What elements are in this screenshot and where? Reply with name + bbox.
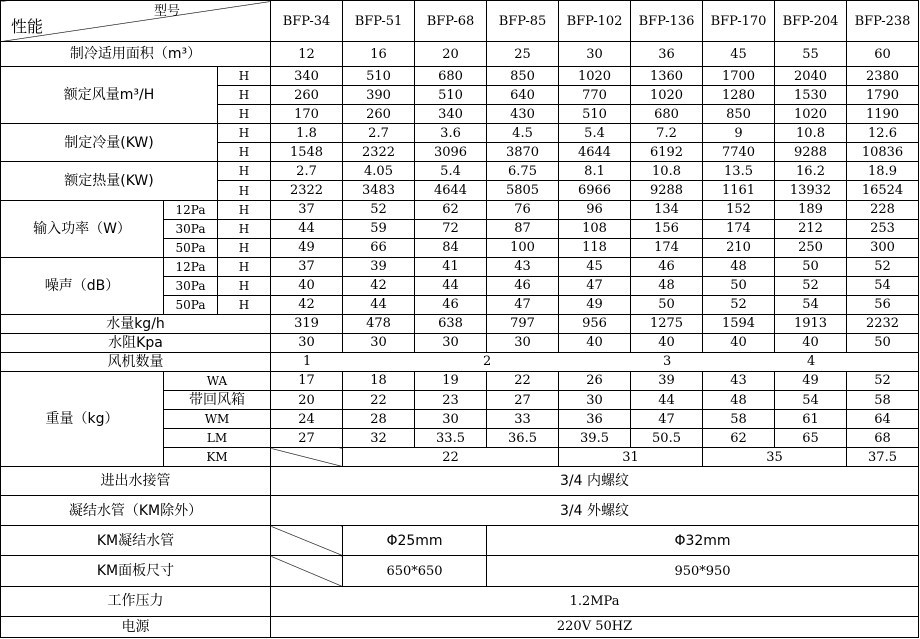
value-cell: 797 <box>487 314 559 333</box>
row-label: KM凝结水管 <box>1 526 271 556</box>
value-cell: 7740 <box>703 143 775 162</box>
value-cell: 1.2MPa <box>271 586 919 616</box>
value-cell: 1280 <box>703 86 775 105</box>
value-cell: 12 <box>271 42 343 67</box>
value-cell: 4 <box>807 353 816 369</box>
speed-cell: H <box>218 67 271 86</box>
value-cell: 1530 <box>775 86 847 105</box>
value-cell: 680 <box>631 105 703 124</box>
row-label: 水阻Kpa <box>1 333 271 352</box>
value-cell: 25 <box>487 42 559 67</box>
value-cell: 152 <box>703 200 775 219</box>
value-cell: 50 <box>631 295 703 314</box>
row-label: 制定冷量(KW) <box>1 124 218 162</box>
value-cell: 250 <box>775 238 847 257</box>
fan-count-cell <box>271 352 919 371</box>
value-cell: 13932 <box>775 181 847 200</box>
value-cell: 54 <box>847 276 919 295</box>
value-cell: 2.7 <box>343 124 415 143</box>
value-cell: 84 <box>415 238 487 257</box>
noise-row <box>1 257 919 276</box>
value-cell: 41 <box>415 257 487 276</box>
value-cell: Φ25mm <box>343 526 487 556</box>
km-panel-row <box>1 556 919 586</box>
value-cell: 956 <box>559 314 631 333</box>
row-label: 重量（kg） <box>1 371 164 466</box>
value-cell: 52 <box>847 257 919 276</box>
pipe-inout-row <box>1 467 919 496</box>
speed-cell: H <box>218 200 271 219</box>
value-cell: 49 <box>271 238 343 257</box>
value-cell: 430 <box>487 105 559 124</box>
empty-diagonal-cell <box>271 526 343 556</box>
value-cell: 23 <box>415 391 487 410</box>
work-pressure-row <box>1 586 919 616</box>
value-cell: 3/4 内螺纹 <box>271 467 919 496</box>
value-cell: 5.4 <box>559 124 631 143</box>
pressure-cell: 30Pa <box>164 219 218 238</box>
value-cell: 40 <box>631 333 703 352</box>
empty-diagonal-cell <box>271 556 343 586</box>
value-cell: 44 <box>343 295 415 314</box>
unit-type-cell: LM <box>164 429 271 448</box>
value-cell: 40 <box>775 333 847 352</box>
value-cell: 52 <box>703 295 775 314</box>
value-cell: 1790 <box>847 86 919 105</box>
speed-cell: H <box>218 219 271 238</box>
value-cell: 770 <box>559 86 631 105</box>
value-cell: 96 <box>559 200 631 219</box>
value-cell: 87 <box>487 219 559 238</box>
input-power-row <box>1 200 919 219</box>
value-cell: 68 <box>847 429 919 448</box>
value-cell: 2322 <box>343 143 415 162</box>
value-cell: 37 <box>271 257 343 276</box>
speed-cell: H <box>218 105 271 124</box>
value-cell: 2232 <box>847 314 919 333</box>
speed-cell: H <box>218 86 271 105</box>
row-label: 工作压力 <box>1 586 271 616</box>
value-cell: 6966 <box>559 181 631 200</box>
value-cell: 49 <box>775 371 847 390</box>
value-cell: 30 <box>271 333 343 352</box>
value-cell: 76 <box>487 200 559 219</box>
value-cell: 37 <box>271 200 343 219</box>
power-supply-row <box>1 616 919 637</box>
heating-capacity-row <box>1 162 919 181</box>
value-cell: 1161 <box>703 181 775 200</box>
row-label: KM面板尺寸 <box>1 556 271 586</box>
value-cell: 390 <box>343 86 415 105</box>
value-cell: 33.5 <box>415 429 487 448</box>
row-label: 额定风量m³/H <box>1 67 218 124</box>
value-cell: 48 <box>703 391 775 410</box>
value-cell: 4.05 <box>343 162 415 181</box>
value-cell: 40 <box>703 333 775 352</box>
value-cell: 638 <box>415 314 487 333</box>
value-cell: 42 <box>271 295 343 314</box>
value-cell: 340 <box>415 105 487 124</box>
value-cell: 174 <box>631 238 703 257</box>
value-cell: 640 <box>487 86 559 105</box>
value-cell: 680 <box>415 67 487 86</box>
value-cell: 9288 <box>631 181 703 200</box>
value-cell: 30 <box>559 42 631 67</box>
value-cell: Φ32mm <box>487 526 919 556</box>
value-cell: 30 <box>343 333 415 352</box>
value-cell: 3483 <box>343 181 415 200</box>
speed-cell: H <box>218 143 271 162</box>
pressure-cell: 12Pa <box>164 200 218 219</box>
value-cell: 650*650 <box>343 556 487 586</box>
value-cell: 2040 <box>775 67 847 86</box>
value-cell: 260 <box>343 105 415 124</box>
value-cell: 510 <box>559 105 631 124</box>
value-cell: 13.5 <box>703 162 775 181</box>
value-cell: 47 <box>487 295 559 314</box>
value-cell: 36 <box>559 410 631 429</box>
value-cell: 18.9 <box>847 162 919 181</box>
value-cell: 72 <box>415 219 487 238</box>
value-cell: 39.5 <box>559 429 631 448</box>
model-header: BFP-68 <box>415 1 487 42</box>
water-flow-row <box>1 314 919 333</box>
value-cell: 50 <box>775 257 847 276</box>
value-cell: 6.75 <box>487 162 559 181</box>
value-cell: 300 <box>847 238 919 257</box>
value-cell: 54 <box>775 391 847 410</box>
value-cell: 1020 <box>631 86 703 105</box>
value-cell: 54 <box>775 295 847 314</box>
value-cell: 45 <box>559 257 631 276</box>
value-cell: 36 <box>631 42 703 67</box>
corner-cell <box>1 1 271 42</box>
value-cell: 58 <box>847 391 919 410</box>
value-cell: 16 <box>343 42 415 67</box>
value-cell: 27 <box>487 391 559 410</box>
value-cell: 40 <box>559 333 631 352</box>
condensate-row <box>1 496 919 526</box>
value-cell: 8.1 <box>559 162 631 181</box>
value-cell: 1913 <box>775 314 847 333</box>
value-cell: 170 <box>271 105 343 124</box>
value-cell: 9288 <box>775 143 847 162</box>
value-cell: 174 <box>703 219 775 238</box>
row-label: 进出水接管 <box>1 467 271 496</box>
water-resistance-row <box>1 333 919 352</box>
value-cell: 30 <box>415 410 487 429</box>
speed-cell: H <box>218 276 271 295</box>
value-cell: 47 <box>631 410 703 429</box>
fan-count-row <box>1 352 919 371</box>
value-cell: 1548 <box>271 143 343 162</box>
unit-type-cell: WM <box>164 410 271 429</box>
value-cell: 48 <box>703 257 775 276</box>
value-cell: 22 <box>487 371 559 390</box>
value-cell: 27 <box>271 429 343 448</box>
airflow-row <box>1 67 919 86</box>
speed-cell: H <box>218 124 271 143</box>
row-label: 制冷适用面积（m³） <box>1 42 271 67</box>
value-cell: 61 <box>775 410 847 429</box>
value-cell: 319 <box>271 314 343 333</box>
value-cell: 212 <box>775 219 847 238</box>
value-cell: 4.5 <box>487 124 559 143</box>
value-cell: 2322 <box>271 181 343 200</box>
value-cell: 58 <box>703 410 775 429</box>
model-header: BFP-51 <box>343 1 415 42</box>
cooling-area-row <box>1 42 919 67</box>
value-cell: 5.4 <box>415 162 487 181</box>
value-cell: 22 <box>343 448 559 467</box>
value-cell: 26 <box>559 371 631 390</box>
value-cell: 4644 <box>415 181 487 200</box>
pressure-cell: 50Pa <box>164 295 218 314</box>
value-cell: 56 <box>847 295 919 314</box>
value-cell: 19 <box>415 371 487 390</box>
value-cell: 2.7 <box>271 162 343 181</box>
value-cell: 100 <box>487 238 559 257</box>
value-cell: 47 <box>559 276 631 295</box>
pressure-cell: 50Pa <box>164 238 218 257</box>
value-cell: 20 <box>271 391 343 410</box>
value-cell: 950*950 <box>487 556 919 586</box>
model-header: BFP-238 <box>847 1 919 42</box>
row-label: 输入功率（W） <box>1 200 164 257</box>
value-cell: 16.2 <box>775 162 847 181</box>
value-cell: 66 <box>343 238 415 257</box>
value-cell: 1.8 <box>271 124 343 143</box>
value-cell: 1275 <box>631 314 703 333</box>
value-cell: 30 <box>415 333 487 352</box>
value-cell: 2 <box>483 353 492 369</box>
header-row <box>1 1 919 42</box>
value-cell: 3870 <box>487 143 559 162</box>
value-cell: 31 <box>559 448 703 467</box>
row-label: 噪声（dB） <box>1 257 164 314</box>
value-cell: 30 <box>487 333 559 352</box>
cooling-capacity-row <box>1 124 919 143</box>
value-cell: 52 <box>343 200 415 219</box>
unit-type-cell: WA <box>164 371 271 390</box>
value-cell: 2380 <box>847 67 919 86</box>
value-cell: 1 <box>303 353 312 369</box>
value-cell: 1700 <box>703 67 775 86</box>
model-header: BFP-34 <box>271 1 343 42</box>
value-cell: 62 <box>415 200 487 219</box>
value-cell: 46 <box>415 295 487 314</box>
value-cell: 65 <box>775 429 847 448</box>
value-cell: 6192 <box>631 143 703 162</box>
value-cell: 18 <box>343 371 415 390</box>
km-condensate-row <box>1 526 919 556</box>
value-cell: 228 <box>847 200 919 219</box>
value-cell: 52 <box>847 371 919 390</box>
value-cell: 156 <box>631 219 703 238</box>
value-cell: 1360 <box>631 67 703 86</box>
value-cell: 37.5 <box>847 448 919 467</box>
value-cell: 24 <box>271 410 343 429</box>
value-cell: 12.6 <box>847 124 919 143</box>
value-cell: 52 <box>775 276 847 295</box>
speed-cell: H <box>218 181 271 200</box>
value-cell: 50 <box>847 333 919 352</box>
value-cell: 108 <box>559 219 631 238</box>
value-cell: 36.5 <box>487 429 559 448</box>
value-cell: 28 <box>343 410 415 429</box>
weight-row <box>1 371 919 390</box>
unit-type-cell: 带回风箱 <box>164 391 271 410</box>
model-header: BFP-170 <box>703 1 775 42</box>
value-cell: 4644 <box>559 143 631 162</box>
value-cell: 50.5 <box>631 429 703 448</box>
value-cell: 1020 <box>775 105 847 124</box>
performance-corner-label: 性能 <box>11 17 44 37</box>
value-cell: 340 <box>271 67 343 86</box>
value-cell: 46 <box>631 257 703 276</box>
model-header: BFP-102 <box>559 1 631 42</box>
value-cell: 46 <box>487 276 559 295</box>
pressure-cell: 12Pa <box>164 257 218 276</box>
row-label: 凝结水管（KM除外） <box>1 496 271 526</box>
value-cell: 49 <box>559 295 631 314</box>
value-cell: 210 <box>703 238 775 257</box>
value-cell: 44 <box>631 391 703 410</box>
value-cell: 10836 <box>847 143 919 162</box>
pressure-cell: 30Pa <box>164 276 218 295</box>
value-cell: 5805 <box>487 181 559 200</box>
unit-type-cell: KM <box>164 448 271 467</box>
row-label: 额定热量(KW) <box>1 162 218 200</box>
speed-cell: H <box>218 257 271 276</box>
value-cell: 32 <box>343 429 415 448</box>
value-cell: 45 <box>703 42 775 67</box>
value-cell: 60 <box>847 42 919 67</box>
empty-diagonal-cell <box>271 448 343 467</box>
model-corner-label: 型号 <box>154 4 181 19</box>
value-cell: 10.8 <box>631 162 703 181</box>
value-cell: 55 <box>775 42 847 67</box>
value-cell: 50 <box>703 276 775 295</box>
value-cell: 16524 <box>847 181 919 200</box>
value-cell: 17 <box>271 371 343 390</box>
model-header: BFP-85 <box>487 1 559 42</box>
row-label: 风机数量 <box>1 352 271 371</box>
value-cell: 220V 50HZ <box>271 616 919 637</box>
value-cell: 48 <box>631 276 703 295</box>
value-cell: 510 <box>415 86 487 105</box>
value-cell: 43 <box>487 257 559 276</box>
value-cell: 44 <box>271 219 343 238</box>
value-cell: 9 <box>703 124 775 143</box>
value-cell: 40 <box>271 276 343 295</box>
value-cell: 253 <box>847 219 919 238</box>
value-cell: 43 <box>703 371 775 390</box>
value-cell: 42 <box>343 276 415 295</box>
row-label: 电源 <box>1 616 271 637</box>
value-cell: 62 <box>703 429 775 448</box>
value-cell: 260 <box>271 86 343 105</box>
value-cell: 1594 <box>703 314 775 333</box>
speed-cell: H <box>218 162 271 181</box>
value-cell: 134 <box>631 200 703 219</box>
speed-cell: H <box>218 238 271 257</box>
speed-cell: H <box>218 295 271 314</box>
value-cell: 20 <box>415 42 487 67</box>
value-cell: 44 <box>415 276 487 295</box>
value-cell: 64 <box>847 410 919 429</box>
value-cell: 1020 <box>559 67 631 86</box>
value-cell: 3/4 外螺纹 <box>271 496 919 526</box>
value-cell: 510 <box>343 67 415 86</box>
row-label: 水量kg/h <box>1 314 271 333</box>
value-cell: 3.6 <box>415 124 487 143</box>
value-cell: 3096 <box>415 143 487 162</box>
value-cell: 22 <box>343 391 415 410</box>
value-cell: 3 <box>663 353 672 369</box>
value-cell: 850 <box>703 105 775 124</box>
value-cell: 59 <box>343 219 415 238</box>
value-cell: 39 <box>631 371 703 390</box>
value-cell: 33 <box>487 410 559 429</box>
value-cell: 850 <box>487 67 559 86</box>
value-cell: 118 <box>559 238 631 257</box>
model-header: BFP-204 <box>775 1 847 42</box>
value-cell: 39 <box>343 257 415 276</box>
value-cell: 30 <box>559 391 631 410</box>
value-cell: 478 <box>343 314 415 333</box>
value-cell: 10.8 <box>775 124 847 143</box>
value-cell: 7.2 <box>631 124 703 143</box>
value-cell: 35 <box>703 448 847 467</box>
value-cell: 189 <box>775 200 847 219</box>
model-header: BFP-136 <box>631 1 703 42</box>
value-cell: 1190 <box>847 105 919 124</box>
